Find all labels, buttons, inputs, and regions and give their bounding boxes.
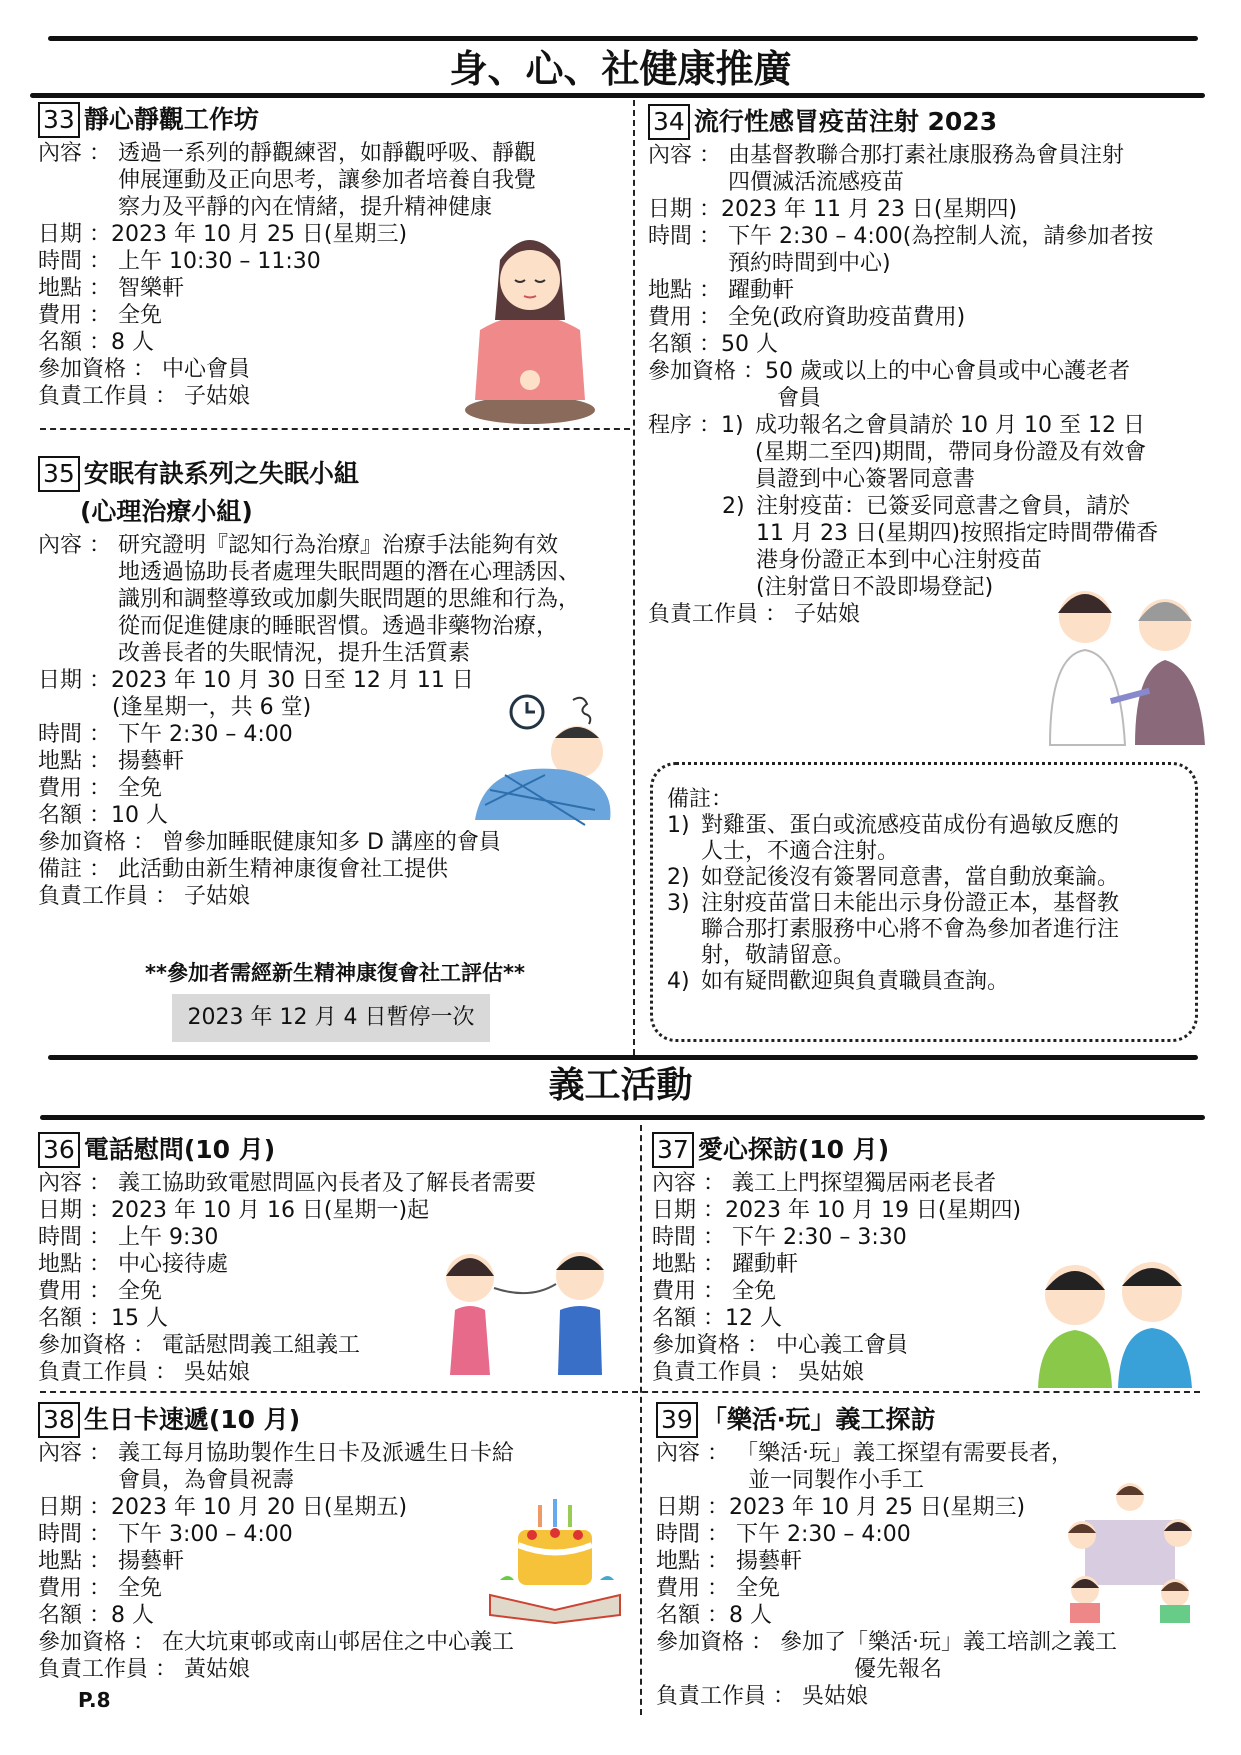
- content-line: 透過一系列的靜觀練習，如靜觀呼吸、靜觀: [118, 141, 537, 166]
- procedure-number: 2): [722, 494, 745, 519]
- time-line: 預約時間到中心): [728, 251, 891, 276]
- content-label: 內容 ：: [656, 1441, 736, 1466]
- birthday-cake-book-illustration: [480, 1485, 630, 1625]
- activity-header: [38, 1402, 633, 1440]
- staff: 負責工作員 ： 黃姑娘: [38, 1657, 250, 1682]
- place: 地點 ： 揚藝軒: [38, 1549, 184, 1574]
- vaccination-illustration: [1040, 575, 1210, 750]
- eligibility: 參加資格 ： 在大坑東邨或南山邨居住之中心義工: [38, 1630, 514, 1655]
- content-line: 伸展運動及正向思考，讓參加者培養自我覺: [118, 168, 537, 193]
- assessment-note: **參加者需經新生精神康復會社工評估**: [145, 961, 525, 985]
- quota: 名額 ：12 人: [652, 1306, 782, 1331]
- content-label: 內容 ：: [648, 143, 728, 168]
- activity-35: [38, 456, 638, 910]
- content-line: 「樂活‧玩」義工探望有需要長者，: [736, 1441, 1073, 1466]
- activity-number: 33: [38, 102, 80, 138]
- activity-header: [648, 104, 1208, 142]
- time-line: 下午 2:30 – 4:00(為控制人流，請參加者按: [728, 224, 1154, 249]
- content-line: 改善長者的失眠情況，提升生活質素: [118, 641, 471, 666]
- fee: 費用 ： 全免: [38, 1576, 162, 1601]
- volunteers-illustration: [1030, 1250, 1200, 1390]
- activity-header: [38, 456, 638, 494]
- eligibility: 參加資格 ： 中心會員: [38, 357, 250, 382]
- activity-header: [38, 102, 628, 140]
- content-label: 內容 ：: [38, 533, 118, 558]
- content-line: 識別和調整導致或加劇失眠問題的思維和行為，: [118, 587, 581, 612]
- place: 地點 ： 智樂軒: [38, 276, 184, 301]
- note-line: 如登記後沒有簽署同意書，當自動放棄論。: [701, 865, 1120, 890]
- date-detail: (逢星期一，共 6 堂): [112, 695, 312, 720]
- note-line: 聯合那打素服務中心將不會為參加者進行注: [701, 917, 1120, 942]
- quota: 名額 ：8 人: [656, 1603, 772, 1628]
- staff: 負責工作員 ： 子姑娘: [648, 602, 860, 627]
- quota: 名額 ：50 人: [648, 332, 778, 357]
- time: 時間 ： 下午 3:00 – 4:00: [38, 1522, 293, 1547]
- staff: 負責工作員 ： 吳姑娘: [652, 1360, 864, 1385]
- content-line: 由基督教聯合那打素社康服務為會員注射: [728, 143, 1125, 168]
- note-line: 如有疑問歡迎與負責職員查詢。: [701, 969, 1010, 994]
- content: 內容 ： 義工協助致電慰問區內長者及了解長者需要: [38, 1171, 536, 1196]
- content-line: 察力及平靜的內在情緒，提升精神健康: [118, 195, 493, 220]
- activity-number: 35: [38, 456, 80, 492]
- row-divider: [40, 1391, 1200, 1393]
- eligibility-label: 參加資格 ：: [648, 359, 765, 384]
- procedure-number: 1): [721, 413, 744, 438]
- phone-call-kids-illustration: [430, 1240, 620, 1380]
- activity-title: 安眠有訣系列之失眠小組: [83, 459, 359, 488]
- note-line: 射，敬請留意。: [701, 943, 856, 968]
- staff: 負責工作員 ： 子姑娘: [38, 884, 250, 909]
- procedure-line: 員證到中心簽署同意書: [755, 467, 976, 492]
- procedure-line: (星期二至四)期間，帶同身份證及有效會: [755, 440, 1147, 465]
- time: 時間 ： 下午 2:30 – 3:30: [652, 1225, 907, 1250]
- procedure-line: 11 月 23 日(星期四)按照指定時間帶備香: [756, 521, 1159, 546]
- fee: 費用 ： 全免: [38, 776, 162, 801]
- fee: 費用 ： 全免: [38, 1279, 162, 1304]
- place: 地點 ： 揚藝軒: [38, 749, 184, 774]
- fee: 費用 ： 全免: [656, 1576, 780, 1601]
- date: 日期 ：2023 年 11 月 23 日(星期四): [648, 197, 1018, 222]
- section-rule: [48, 1055, 1198, 1060]
- procedure-line: 注射疫苗：已簽妥同意書之會員，請於: [756, 494, 1131, 519]
- activity-number: 39: [656, 1402, 698, 1438]
- activity-header: [652, 1132, 1212, 1170]
- date: 日期 ：2023 年 10 月 16 日(星期一)起: [38, 1198, 430, 1223]
- activity-number: 38: [38, 1402, 80, 1438]
- procedure-line: 成功報名之會員請於 10 月 10 至 12 日: [755, 413, 1145, 438]
- remark: 備註 ： 此活動由新生精神康復會社工提供: [38, 857, 448, 882]
- quota: 名額 ：8 人: [38, 330, 154, 355]
- section-title-health: 身、心、社健康推廣: [449, 47, 792, 91]
- activity-title: 靜心靜觀工作坊: [83, 105, 259, 134]
- quota: 名額 ：10 人: [38, 803, 168, 828]
- time: 時間 ： 下午 2:30 – 4:00: [38, 722, 293, 747]
- column-divider: [640, 1125, 642, 1715]
- place: 地點 ： 躍動軒: [648, 278, 794, 303]
- note-line: 注射疫苗當日未能出示身份證正本，基督教: [701, 891, 1120, 916]
- top-rule: [48, 36, 1198, 41]
- date: 日期 ：2023 年 10 月 25 日(星期三): [38, 222, 408, 247]
- content-line: 地透過協助長者處理失眠問題的潛在心理誘因、: [118, 560, 581, 585]
- content-line: 四價滅活流感疫苗: [728, 170, 905, 195]
- content-line: 從而促進健康的睡眠習慣。透過非藥物治療，: [118, 614, 559, 639]
- row-divider: [40, 428, 630, 430]
- quota: 名額 ：8 人: [38, 1603, 154, 1628]
- activity-title: 流行性感冒疫苗注射 2023: [693, 107, 998, 136]
- notes-title: 備註：: [667, 787, 734, 812]
- staff: 負責工作員 ： 吳姑娘: [656, 1684, 868, 1709]
- procedure-label: 程序 ：: [648, 413, 721, 438]
- content-label: 內容 ：: [38, 141, 118, 166]
- note-line: 人士，不適合注射。: [701, 839, 900, 864]
- vaccine-notes-box: [650, 762, 1198, 1042]
- section-title-volunteer: 義工活動: [548, 1065, 693, 1106]
- activity-title: 生日卡速遞(10 月): [83, 1405, 301, 1434]
- quota: 名額 ：15 人: [38, 1306, 168, 1331]
- note-line: 對雞蛋、蛋白或流感疫苗成份有過敏反應的: [701, 813, 1120, 838]
- page-number: P.8: [78, 1688, 111, 1712]
- activity-number: 37: [652, 1132, 694, 1168]
- time-label: 時間 ：: [648, 224, 728, 249]
- eligibility-line: 50 歲或以上的中心會員或中心護老者: [765, 359, 1130, 384]
- staff: 負責工作員 ： 子姑娘: [38, 384, 250, 409]
- eligibility: 參加資格 ： 曾參加睡眠健康知多 D 講座的會員: [38, 830, 501, 855]
- place: 地點 ： 躍動軒: [652, 1252, 798, 1277]
- eligibility-line: 優先報名: [854, 1657, 943, 1682]
- activity-title: 愛心探訪(10 月): [697, 1135, 890, 1164]
- activity-number: 36: [38, 1132, 80, 1168]
- content-line: 義工每月協助製作生日卡及派遞生日卡給: [118, 1441, 515, 1466]
- eligibility: 參加資格 ： 中心義工會員: [652, 1333, 908, 1358]
- activity-header: [38, 1132, 633, 1170]
- time: 時間 ： 上午 10:30 – 11:30: [38, 249, 321, 274]
- date: 日期 ：2023 年 10 月 25 日(星期三): [656, 1495, 1026, 1520]
- activity-title: 「樂活‧玩」義工探訪: [701, 1405, 936, 1434]
- fee: 費用 ： 全免: [38, 303, 162, 328]
- content-line: 會員，為會員祝壽: [118, 1468, 295, 1493]
- activity-title: 電話慰問(10 月): [83, 1135, 276, 1164]
- insomnia-illustration: [465, 690, 625, 840]
- meditating-woman-illustration: [460, 220, 600, 425]
- section-rule: [30, 93, 1205, 98]
- fee: 費用 ： 全免: [652, 1279, 776, 1304]
- place: 地點 ： 揚藝軒: [656, 1549, 802, 1574]
- date: 日期 ：2023 年 10 月 20 日(星期五): [38, 1495, 408, 1520]
- content-line: 研究證明『認知行為治療』治療手法能夠有效: [118, 533, 559, 558]
- note-number: 2): [667, 865, 690, 890]
- section-rule: [40, 1115, 1205, 1120]
- staff: 負責工作員 ： 吳姑娘: [38, 1360, 250, 1385]
- content: 內容 ： 義工上門探望獨居兩老長者: [652, 1171, 996, 1196]
- eligibility-line: 會員: [777, 386, 822, 411]
- procedure-line: (注射當日不設即場登記): [756, 575, 994, 600]
- activity-34: [648, 104, 1208, 628]
- activity-header: [656, 1402, 1211, 1440]
- eligibility: 參加資格 ： 電話慰問義工組義工: [38, 1333, 360, 1358]
- eligibility-line: 參加了「樂活‧玩」義工培訓之義工: [780, 1630, 1117, 1655]
- place: 地點 ： 中心接待處: [38, 1252, 228, 1277]
- procedure-line: 港身份證正本到中心注射疫苗: [756, 548, 1043, 573]
- group-craft-illustration: [1060, 1475, 1200, 1625]
- content-line: 並一同製作小手工: [748, 1468, 925, 1493]
- date: 日期 ：2023 年 10 月 30 日至 12 月 11 日: [38, 668, 474, 693]
- content-label: 內容 ：: [38, 1441, 118, 1466]
- fee: 費用 ： 全免(政府資助疫苗費用): [648, 305, 966, 330]
- note-number: 3): [667, 891, 690, 916]
- time: 時間 ： 下午 2:30 – 4:00: [656, 1522, 911, 1547]
- pause-notice: 2023 年 12 月 4 日暫停一次: [172, 994, 490, 1042]
- activity-number: 34: [648, 104, 690, 140]
- eligibility-label: 參加資格 ：: [656, 1630, 780, 1655]
- note-number: 1): [667, 813, 690, 838]
- time: 時間 ： 上午 9:30: [38, 1225, 219, 1250]
- activity-subtitle: (心理治療小組): [80, 497, 253, 526]
- date: 日期 ：2023 年 10 月 19 日(星期四): [652, 1198, 1022, 1223]
- note-number: 4): [667, 969, 690, 994]
